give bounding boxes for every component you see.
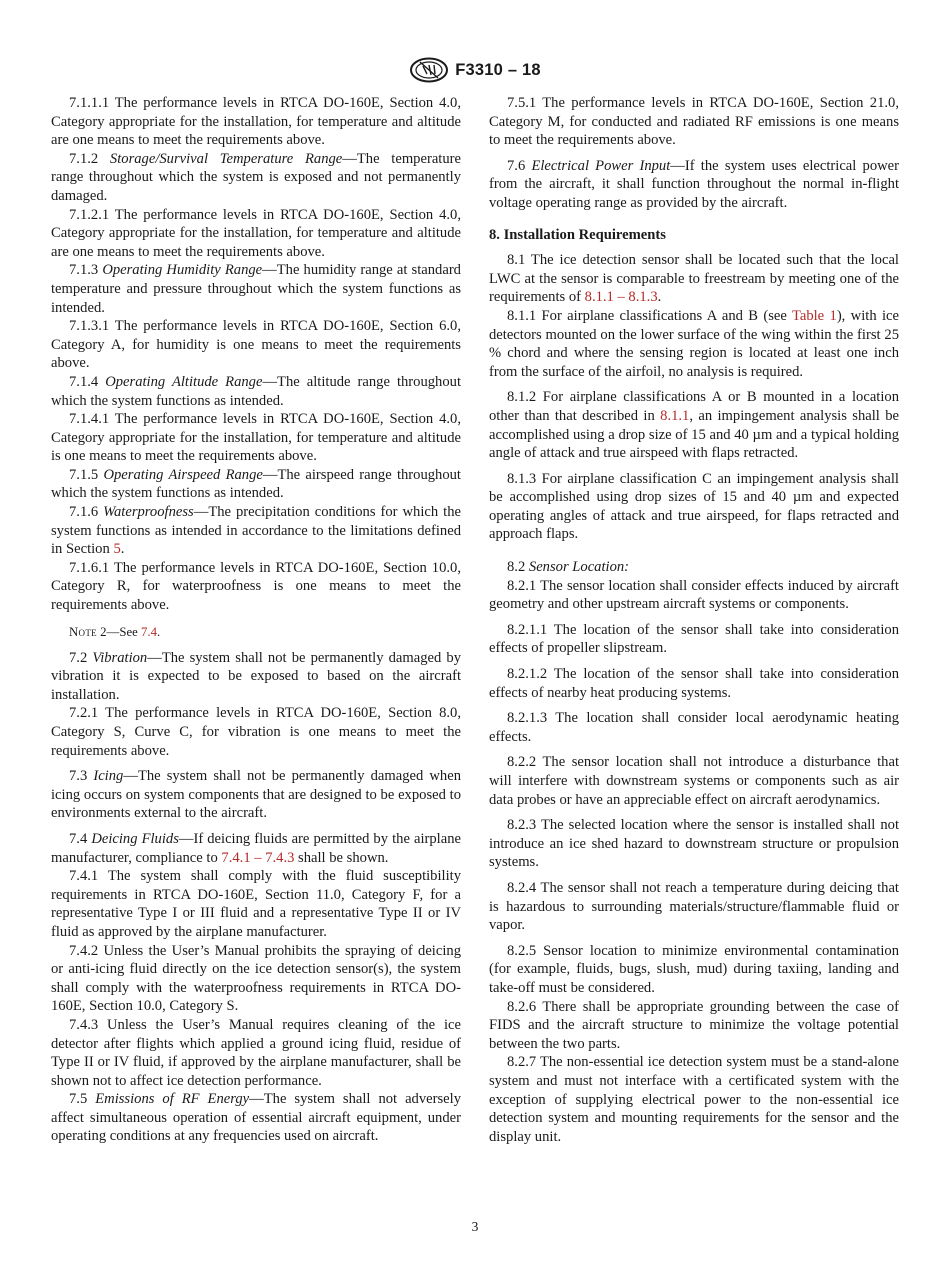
paragraph-7-1-2: 7.1.2 Storage/Survival Temperature Range—The temperature range throughout which the system is exposed and not permanently damaged. xyxy=(51,150,461,204)
section-title: Operating Airspeed Range xyxy=(103,466,263,483)
section-title: Operating Humidity Range xyxy=(102,262,263,279)
range-7-4-1-link[interactable]: 7.4.1 – 7.4.3 xyxy=(221,849,295,866)
paragraph-8-2-1-1: 8.2.1.1 The location of the sensor shall take into consideration effects of propeller slipstream. xyxy=(489,621,899,657)
section-title: Emissions of RF Energy xyxy=(95,1091,250,1108)
right-column xyxy=(489,94,899,1146)
section-title: Vibration xyxy=(92,649,148,666)
section-title: Electrical Power Input xyxy=(531,157,671,174)
paragraph-8-2-4: 8.2.4 The sensor shall not reach a temperature during deicing that is hazardous to surrounding materials/structure/flammable fluid or vapor. xyxy=(489,879,899,934)
paragraph-7-5-1: 7.5.1 The performance levels in RTCA DO-160E, Section 21.0, Category M, for conducted and radiated RF emissions is one means to meet the requirements above. xyxy=(489,95,899,149)
paragraph-8-2-3: 8.2.3 The selected location where the sensor is installed shall not introduce an ice shed hazard to downstream structure or propulsion systems. xyxy=(489,817,899,871)
paragraph-7-6: 7.6 Electrical Power Input—If the system uses electrical power from the aircraft, it shall function throughout the normal in-flight voltage operating range as provided by the aircraft. xyxy=(489,157,900,211)
paragraph-8-2-1: 8.2.1 The sensor location shall consider effects induced by aircraft geometry and other upstream aircraft systems or components. xyxy=(489,577,899,613)
paragraph-7-1-1-1: 7.1.1.1 The performance levels in RTCA DO-160E, Section 4.0, Category appropriate for the installation, for temperature and altitude are one means to meet the requirements above. xyxy=(51,95,461,149)
section-title: Deicing Fluids xyxy=(91,830,179,847)
page-number: 3 xyxy=(471,1219,479,1234)
document-designation: F3310 – 18 xyxy=(455,60,541,79)
paragraph-7-4-1: 7.4.1 The system shall comply with the fluid susceptibility requirements in RTCA DO-160E, Section 11.0, Category F, for a representative Type I or III fluid and a representative Type II or IV fluid as approved by the airplane manufacturer. xyxy=(51,868,461,940)
paragraph-8-2-7: 8.2.7 The non-essential ice detection system must be a stand-alone system and must not interface with a certificated system with the exception of supplying electrical power to the non-essential ice detection system and mounting requirements for the sensor and the display unit. xyxy=(489,1054,899,1145)
paragraph-7-2: 7.2 Vibration—The system shall not be permanently damaged by vibration it is expected to be exposed to based on the aircraft installation. xyxy=(51,649,461,703)
astm-logo-icon xyxy=(409,57,449,83)
paragraph-7-4-3: 7.4.3 Unless the User’s Manual requires cleaning of the ice detector after flights which applied a ground icing fluid, residue of Type II or IV fluid, if approved by the airplane manufacturer, shall be shown not to affect ice detection performance. xyxy=(51,1016,461,1089)
range-8-1-1-link[interactable]: 8.1.1 – 8.1.3 xyxy=(584,289,658,306)
paragraph-8-2-6: 8.2.6 There shall be appropriate grounding between the case of FIDS and the aircraft structure to minimize the voltage potential between the two parts. xyxy=(489,998,899,1052)
section-title: Icing xyxy=(93,768,124,785)
section-title: Waterproofness xyxy=(103,504,194,521)
paragraph-8-2-1-2: 8.2.1.2 The location of the sensor shall take into consideration effects of nearby heat producing systems. xyxy=(489,666,899,701)
paragraph-7-5: 7.5 Emissions of RF Energy—The system shall not adversely affect simultaneous operation of essential aircraft equipment, under operating conditions at any frequencies used on aircraft. xyxy=(51,1091,461,1145)
paragraph-8-2-5: 8.2.5 Sensor location to minimize environmental contamination (for example, fluids, bugs, slush, mud) during taxiing, landing and take-off must be considered. xyxy=(489,942,899,996)
paragraph-8-1: 8.1 The ice detection sensor shall be located such that the local LWC at the sensor is comparable to freestream by meeting one of the requirements of 8.1.1 – 8.1.3. xyxy=(489,252,899,306)
paragraph-8-2-2: 8.2.2 The sensor location shall not introduce a disturbance that will interfere with downstream systems or components such as air data probes or have an appreciable effect on aircraft aerodynamics. xyxy=(489,754,899,808)
paragraph-7-4-2: 7.4.2 Unless the User’s Manual prohibits the spraying of deicing or anti-icing fluid directly on the ice detection sensor(s), the system shall comply with the waterproofness requirements in RTCA DO-160E, Section 10.0, Category S. xyxy=(51,942,461,1015)
paragraph-8-1-2: 8.1.2 For airplane classifications A or B mounted in a location other than that described in 8.1.1, an impingement analysis shall be accomplished using a drop size of 15 and 40 µm and a typical holding angle of attack and true airspeed with flaps retracted. xyxy=(489,389,899,462)
paragraph-8-2-1-3: 8.2.1.3 The location shall consider local aerodynamic heating effects. xyxy=(489,710,899,745)
section-heading-8: 8. Installation Requirements xyxy=(489,226,666,243)
section-8-1-1-link[interactable]: 8.1.1 xyxy=(660,407,690,424)
paragraph-7-1-2-1: 7.1.2.1 The performance levels in RTCA DO-160E, Section 4.0, Category appropriate for the installation, for temperature and altitude are one means to meet the requirements above. xyxy=(51,206,461,260)
paragraph-7-1-6-1: 7.1.6.1 The performance levels in RTCA DO-160E, Section 10.0, Category R, for waterproofness is one means to meet the requirements above. xyxy=(51,559,461,614)
paragraph-7-4: 7.4 Deicing Fluids—If deicing fluids are permitted by the airplane manufacturer, compliance to 7.4.1 – 7.4.3 shall be shown. xyxy=(51,830,461,866)
section-title: Storage/Survival Temperature Range xyxy=(109,150,343,167)
note-2: Note 2—See 7.4. xyxy=(69,624,161,639)
table-1-link[interactable]: Table 1 xyxy=(791,307,837,324)
paragraph-8-2: 8.2 Sensor Location: xyxy=(507,559,630,576)
paragraph-7-2-1: 7.2.1 The performance levels in RTCA DO-160E, Section 8.0, Category S, Curve C, for vibration is one means to meet the requirements above. xyxy=(51,705,461,759)
section-title: Operating Altitude Range xyxy=(105,373,263,390)
paragraph-7-1-3-1: 7.1.3.1 The performance levels in RTCA DO-160E, Section 6.0, Category A, for humidity is one means to meet the requirements above. xyxy=(51,318,461,372)
paragraph-7-1-4: 7.1.4 Operating Altitude Range—The altitude range throughout which the system functions as intended. xyxy=(51,373,461,409)
note-7-4-link[interactable]: 7.4 xyxy=(141,624,158,639)
paragraph-7-1-3: 7.1.3 Operating Humidity Range—The humidity range at standard temperature and pressure throughout which the system functions as intended. xyxy=(51,262,461,316)
section-5-link[interactable]: 5 xyxy=(113,541,121,558)
left-column xyxy=(51,94,461,1146)
paragraph-7-1-5: 7.1.5 Operating Airspeed Range—The airspeed range throughout which the system functions as intended. xyxy=(51,466,461,502)
page-header xyxy=(0,56,950,84)
paragraph-7-3: 7.3 Icing—The system shall not be permanently damaged when icing occurs on system components that are designed to be exposed to environments external to the aircraft. xyxy=(51,768,461,822)
paragraph-8-1-3: 8.1.3 For airplane classification C an impingement analysis shall be accomplished using drop sizes of 15 and 40 µm and expected operating angles of attack and true airspeed, for flaps retracted and approach flaps. xyxy=(489,470,899,543)
section-title: Sensor Location: xyxy=(528,559,630,576)
paragraph-7-1-4-1: 7.1.4.1 The performance levels in RTCA DO-160E, Section 4.0, Category appropriate for the installation, for temperature and altitude is one means to meet the requirements above. xyxy=(51,411,461,465)
paragraph-7-1-6: 7.1.6 Waterproofness—The precipitation conditions for which the system functions as intended in accordance to the limitations defined in Section 5. xyxy=(51,504,461,558)
paragraph-8-1-1: 8.1.1 For airplane classifications A and B (see Table 1), with ice detectors mounted on the lower surface of the wing within the first 25 % chord and where the sensing region is located at least one inch from the surface of the airfoil, no analysis is required. xyxy=(489,307,899,380)
